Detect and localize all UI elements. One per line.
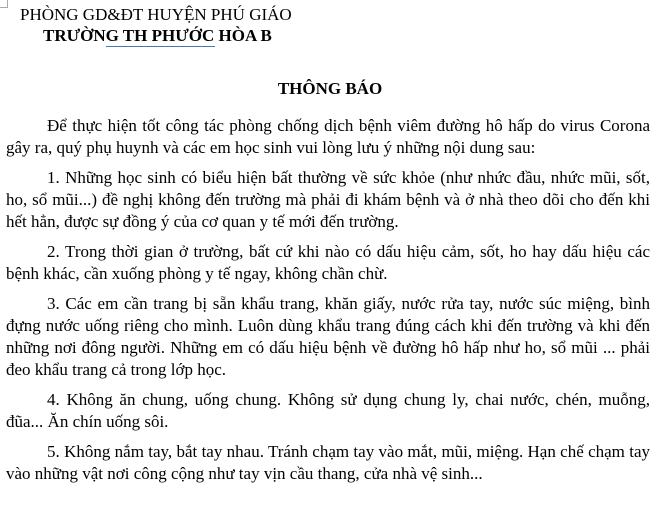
notice-item-2: 2. Trong thời gian ở trường, bất cứ khi nào có dấu hiệu cảm, sốt, ho hay dấu hiệu các bệnh khác, cần xuống phòng y tế ngay, không chần chừ. (6, 242, 650, 283)
document-title: THÔNG BÁO (277, 79, 383, 98)
page-corner-mark (0, 0, 8, 8)
notice-item-5: 5. Không nắm tay, bắt tay nhau. Tránh chạm tay vào mắt, mũi, miệng. Hạn chế chạm tay vào những vật nơi công cộng như tay vịn cầu thang, cửa nhà vệ sinh... (6, 442, 650, 483)
notice-item-1: 1. Những học sinh có biểu hiện bất thường về sức khỏe (như nhức đầu, nhức mũi, sốt, ho, sổ mũi...) đề nghị không đến trường mà phải đi khám bệnh và ở nhà theo dõi cho đến khi hết hẳn, được sự đồng ý của cơ quan y tế mới đến trường. (6, 168, 650, 231)
notice-item-3: 3. Các em cần trang bị sẵn khẩu trang, khăn giấy, nước rửa tay, nước súc miệng, bình đựng nước uống riêng cho mình. Luôn dùng khẩu trang đúng cách khi đến trường và khi đến những nơi đông người. Những em có dấu hiệu bệnh về đường hô hấp như ho, sổ mũi ... phải đeo khẩu trang cả trong lớp học. (6, 294, 650, 379)
document-body (6, 115, 650, 493)
intro-paragraph: Để thực hiện tốt công tác phòng chống dịch bệnh viêm đường hô hấp do virus Corona gây ra, quý phụ huynh và các em học sinh vui lòng lưu ý những nội dung sau: (6, 116, 650, 157)
school-name: TRƯỜNG TH PHƯỚC HÒA B (43, 26, 272, 45)
document-header (20, 5, 292, 46)
school-name-underline (106, 46, 215, 47)
department-name: PHÒNG GD&ĐT HUYỆN PHÚ GIÁO (20, 5, 292, 24)
notice-item-4: 4. Không ăn chung, uống chung. Không sử dụng chung ly, chai nước, chén, muỗng, đũa... Ăn chín uống sôi. (6, 390, 650, 431)
